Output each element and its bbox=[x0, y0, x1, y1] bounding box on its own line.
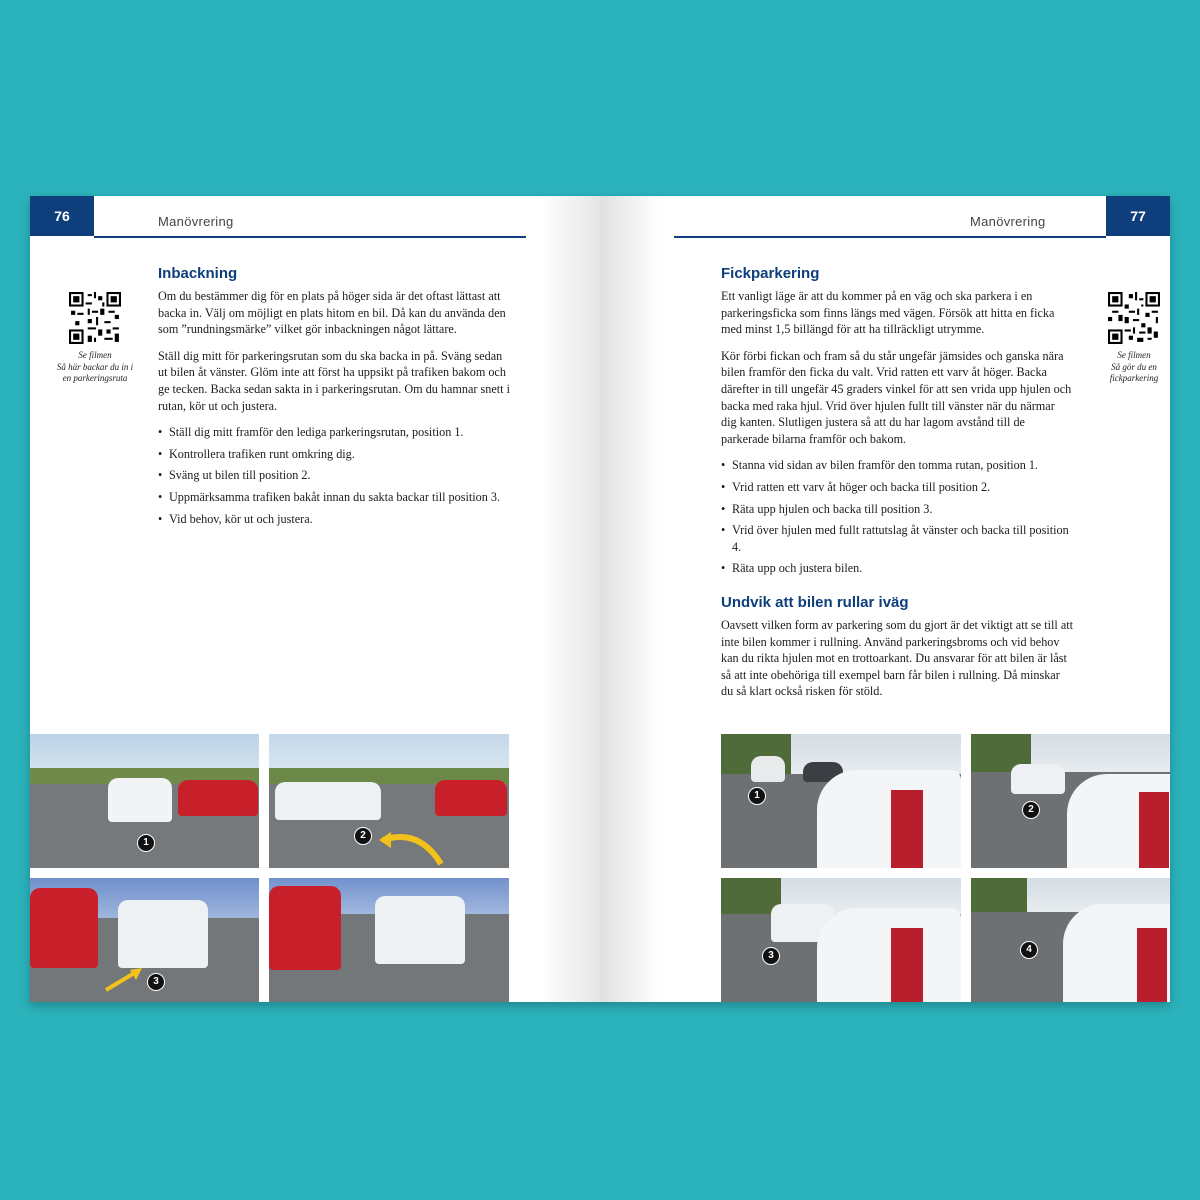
bullet-list bbox=[721, 457, 1073, 577]
paragraph: Oavsett vilken form av parkering som du gjort är det viktigt att se till att inte bilen kommer i rullning. Använd parkeringsbroms och vid behov kan du rikta hjulen mot en trottoarkant. Du ansvarar för att bilen är låst så att inte obehöriga till exempel barn får bilen i rullning. Då minskar du så klart också risken för stöld. bbox=[721, 617, 1074, 699]
left-page bbox=[30, 196, 600, 1002]
qr-block bbox=[45, 292, 145, 385]
running-head: Manövrering bbox=[158, 214, 234, 229]
list-item: • Stanna vid sidan av bilen framför den tomma rutan, position 1. bbox=[721, 457, 1073, 474]
section-heading: Inbackning bbox=[158, 265, 238, 282]
left-text-column bbox=[158, 264, 510, 537]
qr-block bbox=[1084, 292, 1170, 385]
position-marker: 1 bbox=[138, 835, 154, 851]
list-item: • Ställ dig mitt framför den lediga parkeringsrutan, position 1. bbox=[158, 424, 510, 441]
list-item: • Uppmärksamma trafiken bakåt innan du sakta backar till position 3. bbox=[158, 489, 510, 506]
yellow-arrow-icon bbox=[379, 828, 449, 868]
section-heading: Fickparkering bbox=[721, 265, 820, 282]
running-head: Manövrering bbox=[970, 214, 1046, 229]
list-item: • Vid behov, kör ut och justera. bbox=[158, 511, 510, 528]
photo-pocket-position-2 bbox=[971, 734, 1170, 868]
position-marker: 2 bbox=[355, 828, 371, 844]
position-marker: 4 bbox=[1021, 942, 1037, 958]
book-spread bbox=[30, 196, 1170, 1002]
yellow-arrow-icon bbox=[104, 966, 144, 992]
position-marker: 2 bbox=[1023, 802, 1039, 818]
list-item: • Kontrollera trafiken runt omkring dig. bbox=[158, 446, 510, 463]
qr-code-icon[interactable] bbox=[69, 292, 121, 344]
right-page bbox=[600, 196, 1170, 1002]
paragraph: Ställ dig mitt för parkeringsrutan som du ska backa in på. Sväng sedan ut bilen åt vänster. Glöm inte att först ha uppsikt på trafiken bakom och ge tecken. Backa sedan sakta in i parkeringsrutan. Om du hamnar snett i rutan, kör ut och justera. bbox=[158, 348, 510, 413]
photo-final-position bbox=[269, 878, 509, 1002]
bullet-list bbox=[158, 424, 510, 527]
list-item: • Sväng ut bilen till position 2. bbox=[158, 467, 510, 484]
photo-position-3 bbox=[30, 878, 259, 1002]
photo-position-2 bbox=[269, 734, 509, 868]
position-marker: 1 bbox=[749, 788, 765, 804]
page-number: 76 bbox=[30, 196, 94, 236]
list-item: • Vrid över hjulen med fullt rattutslag åt vänster och backa till position 4. bbox=[721, 522, 1073, 555]
list-item: • Vrid ratten ett varv åt höger och backa till position 2. bbox=[721, 479, 1073, 496]
photo-pocket-position-4 bbox=[971, 878, 1170, 1002]
header-rule bbox=[674, 236, 1106, 238]
page-number: 77 bbox=[1106, 196, 1170, 236]
position-marker: 3 bbox=[148, 974, 164, 990]
position-marker: 3 bbox=[763, 948, 779, 964]
paragraph: Om du bestämmer dig för en plats på höger sida är det oftast lättast att backa in. Välj om möjligt en plats hitom en bil. Då kan du använda den som ”rundningsmärke” vilket gör inbackningen något lättare. bbox=[158, 289, 506, 337]
gutter-shadow bbox=[540, 196, 600, 1002]
header-rule bbox=[94, 236, 526, 238]
qr-caption: Se filmen Så här backar du in i en parkeringsruta bbox=[56, 350, 134, 383]
photo-position-1 bbox=[30, 734, 259, 868]
gutter-shadow bbox=[600, 196, 660, 1002]
list-item: • Räta upp och justera bilen. bbox=[721, 560, 1073, 577]
photo-pocket-position-1 bbox=[721, 734, 961, 868]
right-text-column bbox=[721, 264, 1073, 710]
qr-caption: Se filmen Så gör du en fickparkering bbox=[1109, 350, 1159, 383]
paragraph: Ett vanligt läge är att du kommer på en väg och ska parkera i en parkeringsficka som finns längs med vägen. Försök att hitta en ficka med minst 1,5 billängd för att ha tillräckligt utrymme. bbox=[721, 289, 1055, 337]
paragraph: Kör förbi fickan och fram så du står ungefär jämsides och ganska nära bilen framför den ficka du valt. Vrid ratten ett varv åt höger. Backa därefter in till ungefär 45 graders vinkel för att sen vrida upp hjulen och backa med raka hjul. Vrid över hjulen fullt till vänster när du närmar dig kanten. Slutligen justera så att du har lagom avstånd till de parkerade bilarna framför och bakom. bbox=[721, 348, 1072, 446]
qr-code-icon[interactable] bbox=[1108, 292, 1160, 344]
list-item: • Räta upp hjulen och backa till position 3. bbox=[721, 501, 1073, 518]
photo-pocket-position-3 bbox=[721, 878, 961, 1002]
section-heading-2: Undvik att bilen rullar iväg bbox=[721, 593, 909, 611]
